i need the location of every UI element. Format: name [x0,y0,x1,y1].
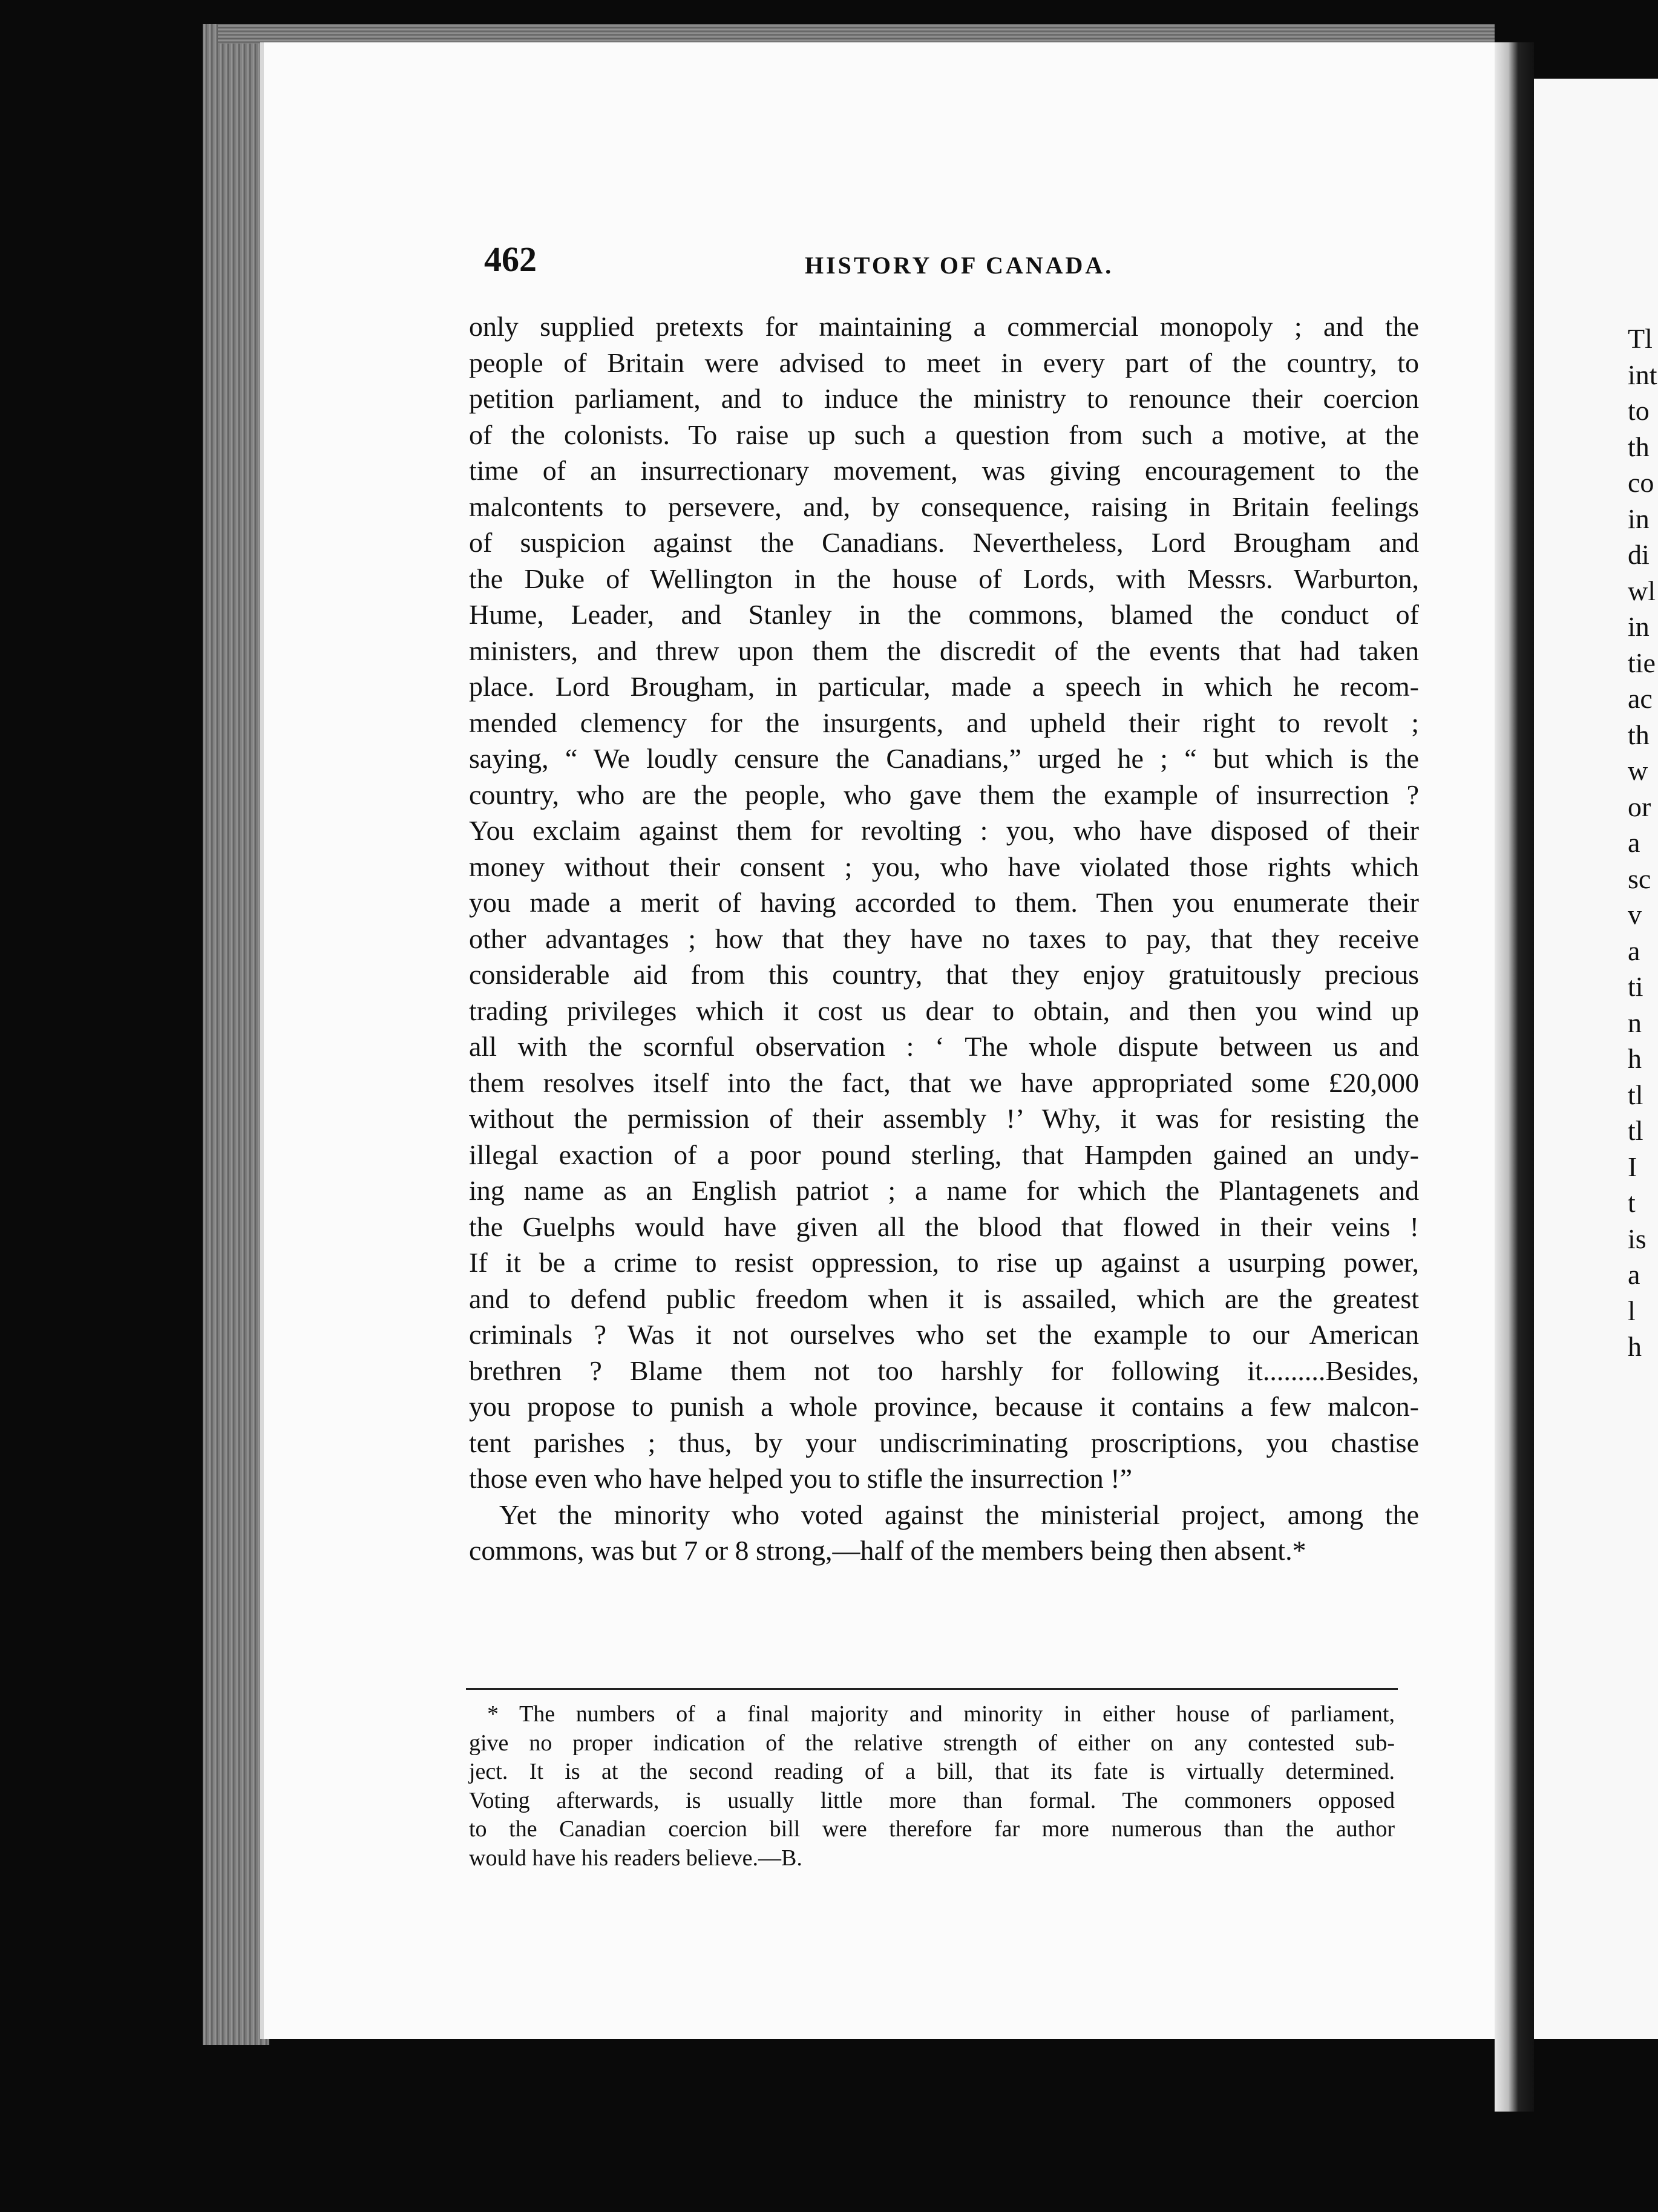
right-page-fragment: h [1628,1331,1642,1362]
right-page-fragment: th [1628,719,1650,750]
page-number: 462 [484,240,537,279]
right-page-fragment: I [1628,1151,1637,1182]
footnote-line: * The numbers of a final majority and minority in either house of parliament, [487,1701,1395,1727]
footnote-line: to the Canadian coercion bill were therefore far more numerous than the author [469,1816,1395,1842]
right-page-fragment: wl [1628,575,1656,606]
right-page-fragment: co [1628,467,1654,498]
right-page-fragment: sc [1628,863,1651,894]
right-page-fragment: tl [1628,1079,1643,1110]
right-page-fragment: di [1628,539,1650,570]
running-title: HISTORY OF CANADA. [805,252,1114,279]
right-page-fragment: in [1628,611,1650,642]
body-line: of the colonists. To raise up such a question from such a motive, at the [469,419,1419,450]
body-line: you propose to punish a whole province, because it contains a few malcon- [469,1391,1419,1422]
body-line: If it be a crime to resist oppression, to rise up against a usurping power, [469,1247,1419,1278]
footnote-rule [466,1688,1398,1690]
right-page-fragment: t [1628,1187,1636,1218]
right-page-fragment: or [1628,791,1651,822]
body-line: the Guelphs would have given all the blood that flowed in their veins ! [469,1211,1419,1242]
footnote-line: ject. It is at the second reading of a bill, that its fate is virtually determined. [469,1759,1395,1784]
body-line: petition parliament, and to induce the ministry to renounce their coercion [469,383,1419,414]
body-line: Hume, Leader, and Stanley in the commons, blamed the conduct of [469,599,1419,630]
right-page-fragment: ti [1628,971,1643,1002]
body-line: only supplied pretexts for maintaining a commercial monopoly ; and the [469,311,1419,342]
right-page-fragment: a [1628,1259,1640,1290]
body-line: place. Lord Brougham, in particular, made a speech in which he recom- [469,671,1419,702]
body-line: criminals ? Was it not ourselves who set the example to our American [469,1319,1419,1350]
body-line: You exclaim against them for revolting : you, who have disposed of their [469,815,1419,846]
body-line: malcontents to persevere, and, by consequence, raising in Britain feelings [469,491,1419,522]
page-header [484,239,1410,287]
body-line: them resolves itself into the fact, that we have appropriated some £20,000 [469,1067,1419,1098]
footnotes [469,1700,1395,1873]
body-text [469,309,1419,1569]
right-page-fragment: h [1628,1043,1642,1074]
body-line: ing name as an English patriot ; a name for which the Plantagenets and [469,1175,1419,1206]
body-line: illegal exaction of a poor pound sterling, that Hampden gained an undy- [469,1139,1419,1170]
body-line: you made a merit of having accorded to them. Then you enumerate their [469,887,1419,918]
right-page-fragment: in [1628,503,1650,534]
body-line: commons, was but 7 or 8 strong,—half of the members being then absent.* [469,1535,1306,1566]
page-edges [203,24,269,2045]
book-gutter [1495,42,1534,2112]
right-page-fragment: th [1628,431,1650,462]
body-line: ministers, and threw upon them the discredit of the events that had taken [469,635,1419,666]
body-line: country, who are the people, who gave them the example of insurrection ? [469,779,1419,810]
right-page-fragment: tie [1628,647,1656,678]
footnote-line: would have his readers believe.—B. [469,1845,802,1871]
right-page-fragment: l [1628,1295,1636,1326]
body-line: those even who have helped you to stifle the insurrection !” [469,1463,1133,1494]
right-page-fragment: a [1628,935,1640,966]
body-line: other advantages ; how that they have no taxes to pay, that they receive [469,923,1419,954]
right-page-fragment: a [1628,827,1640,858]
body-line: money without their consent ; you, who have violated those rights which [469,851,1419,882]
right-page-fragment: n [1628,1007,1642,1038]
right-page-fragment: v [1628,899,1642,930]
right-page-fragment: to [1628,395,1650,426]
right-page-fragment: int [1628,359,1657,390]
body-line: saying, “ We loudly censure the Canadians,” urged he ; “ but which is the [469,743,1419,774]
body-line: considerable aid from this country, that they enjoy gratuitously precious [469,959,1419,990]
body-line: people of Britain were advised to meet in every part of the country, to [469,347,1419,378]
body-line: all with the scornful observation : ‘ The whole dispute between us and [469,1031,1419,1062]
right-page-fragment: tl [1628,1115,1643,1146]
body-line: of suspicion against the Canadians. Nevertheless, Lord Brougham and [469,527,1419,558]
body-line: tent parishes ; thus, by your undiscriminating proscriptions, you chastise [469,1427,1419,1458]
right-page-fragment: Tl [1628,323,1653,354]
footnote-line: Voting afterwards, is usually little more than formal. The commoners opposed [469,1787,1395,1813]
right-page-text-fragments [1628,321,1657,1365]
body-line: brethren ? Blame them not too harshly for following it.........Besides, [469,1355,1419,1386]
page-edges-top [218,24,1495,44]
body-line: mended clemency for the insurgents, and upheld their right to revolt ; [469,707,1419,738]
footnote-line: give no proper indication of the relative strength of either on any contested sub- [469,1730,1395,1756]
right-page-fragment: w [1628,755,1648,786]
body-line: trading privileges which it cost us dear to obtain, and then you wind up [469,995,1419,1026]
body-line: Yet the minority who voted against the ministerial project, among the [499,1499,1419,1530]
right-page-fragment: is [1628,1223,1647,1254]
body-line: the Duke of Wellington in the house of Lords, with Messrs. Warburton, [469,563,1419,594]
right-page-fragment: ac [1628,683,1653,714]
body-line: time of an insurrectionary movement, was giving encouragement to the [469,455,1419,486]
body-line: and to defend public freedom when it is assailed, which are the greatest [469,1283,1419,1314]
body-line: without the permission of their assembly !’ Why, it was for resisting the [469,1103,1419,1134]
